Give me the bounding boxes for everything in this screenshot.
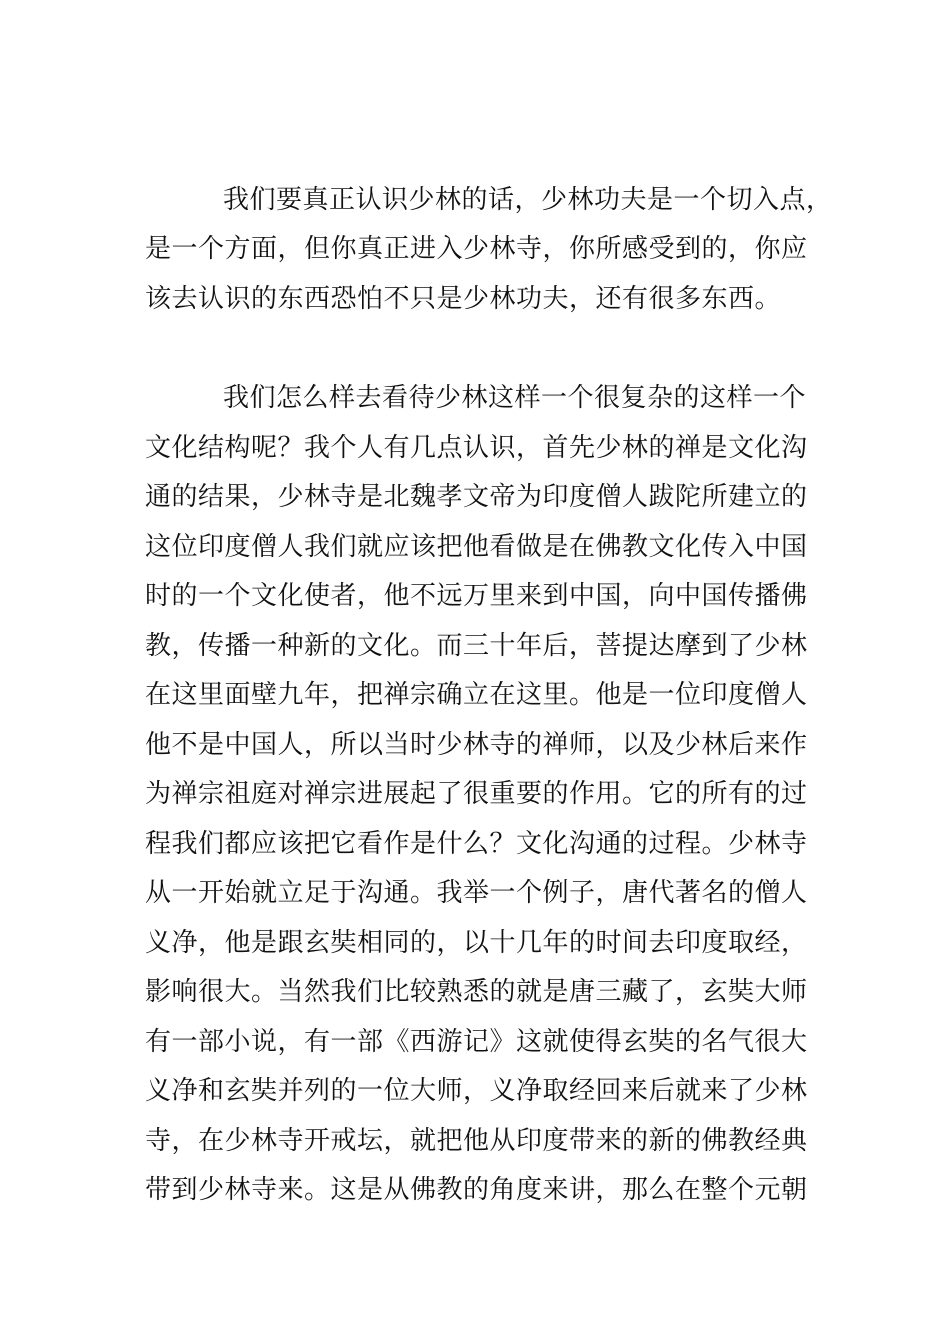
paragraph-2-line-13: 影响很大。当然我们比较熟悉的就是唐三藏了，玄奘大师 bbox=[145, 977, 808, 1007]
paragraph-2-line-1: 我们怎么样去看待少林这样一个很复杂的这样一个 bbox=[223, 383, 807, 413]
paragraph-2-line-4: 这位印度僧人我们就应该把他看做是在佛教文化传入中国 bbox=[145, 532, 808, 562]
paragraph-2-line-8: 他不是中国人，所以当时少林寺的禅师，以及少林后来作 bbox=[145, 730, 808, 760]
paragraph-2-line-12: 义净，他是跟玄奘相同的，以十几年的时间去印度取经， bbox=[145, 928, 808, 958]
paragraph-1-line-2: 是一个方面，但你真正进入少林寺，你所感受到的，你应 bbox=[145, 234, 808, 264]
paragraph-2-line-5: 时的一个文化使者，他不远万里来到中国，向中国传播佛 bbox=[145, 581, 808, 611]
paragraph-2-line-3: 通的结果，少林寺是北魏孝文帝为印度僧人跋陀所建立的 bbox=[145, 482, 808, 512]
paragraph-1-line-1: 我们要真正认识少林的话，少林功夫是一个切入点， bbox=[223, 185, 833, 215]
paragraph-2-line-7: 在这里面壁九年，把禅宗确立在这里。他是一位印度僧人 bbox=[145, 680, 808, 710]
paragraph-2-line-6: 教，传播一种新的文化。而三十年后，菩提达摩到了少林 bbox=[145, 631, 808, 661]
paragraph-2-line-16: 寺，在少林寺开戒坛，就把他从印度带来的新的佛教经典 bbox=[145, 1126, 808, 1156]
paragraph-1-line-3: 该去认识的东西恐怕不只是少林功夫，还有很多东西。 bbox=[145, 284, 782, 314]
paragraph-2-line-15: 义净和玄奘并列的一位大师，义净取经回来后就来了少林 bbox=[145, 1076, 808, 1106]
paragraph-2-line-14: 有一部小说，有一部《西游记》这就使得玄奘的名气很大 bbox=[145, 1027, 808, 1057]
paragraph-2-line-2: 文化结构呢？我个人有几点认识，首先少林的禅是文化沟 bbox=[145, 433, 808, 463]
paragraph-2-line-10: 程我们都应该把它看作是什么？文化沟通的过程。少林寺 bbox=[145, 829, 808, 859]
paragraph-2-line-17: 带到少林寺来。这是从佛教的角度来讲，那么在整个元朝 bbox=[145, 1175, 808, 1205]
paragraph-2-line-9: 为禅宗祖庭对禅宗进展起了很重要的作用。它的所有的过 bbox=[145, 779, 808, 809]
paragraph-2-line-11: 从一开始就立足于沟通。我举一个例子，唐代著名的僧人 bbox=[145, 878, 808, 908]
